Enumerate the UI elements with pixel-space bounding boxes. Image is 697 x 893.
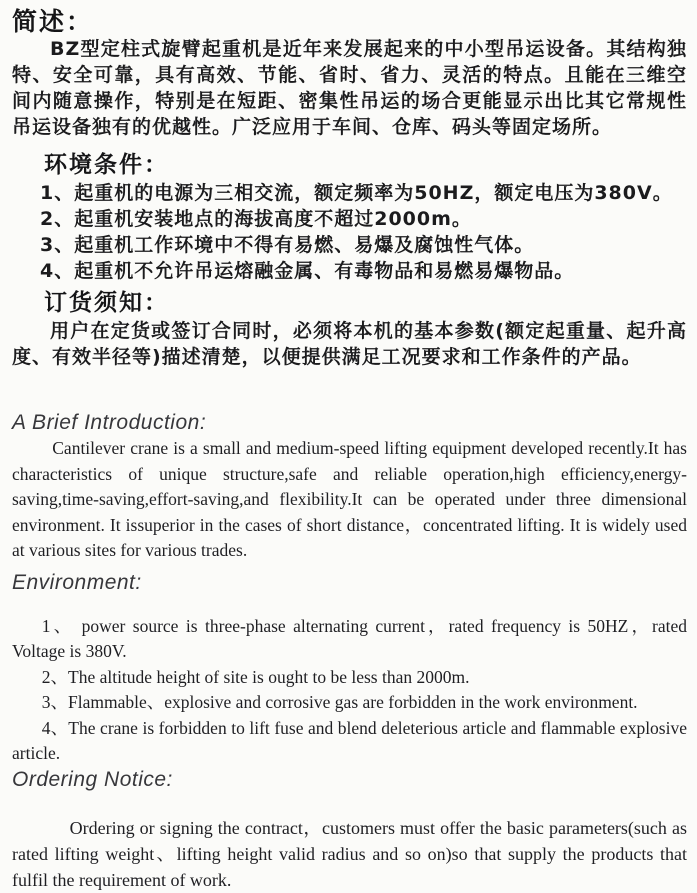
list-item: 4、The crane is forbidden to lift fuse and blend deleterious article and flammable explosive article. [12, 717, 687, 763]
section-heading-brief-zh: 简述： [12, 7, 94, 36]
list-item: 1、起重机的电源为三相交流，额定频率为50HZ，额定电压为380V。 [40, 182, 673, 204]
list-item: 4、起重机不允许吊运熔融金属、有毒物品和易燃易爆物品。 [40, 260, 575, 282]
paragraph-brief-zh: BZ型定柱式旋臂起重机是近年来发展起来的中小型吊运设备。其结构独特、安全可靠，具有高效、节能、省时、省力、灵活的特点。且能在三维空间内随意操作，特别是在短距、密集性吊运的场合更能显示出比其它常规性吊运设备独有的优越性。广泛应用于车间、仓库、码头等固定场所。 [12, 38, 687, 138]
section-heading-ordering-zh: 订货须知： [44, 290, 169, 316]
section-heading-ordering-en: Ordering Notice: [12, 767, 173, 791]
paragraph-brief-en: Cantilever crane is a small and medium-speed lifting equipment developed recently.It has characteristics of unique structure,safe and reliable operation,high efficiency,energy-saving,time-saving,effort-saving,and flexibility.It can be operated under three dimensional environment. It issuperior in the cases of short distance，concentrated lifting. It is widely used at various sites for various trades. [12, 438, 687, 560]
section-heading-environment-en: Environment: [12, 570, 142, 594]
section-heading-brief-en: A Brief Introduction: [12, 411, 207, 434]
section-heading-environment-zh: 环境条件： [44, 152, 169, 178]
list-item: 1、 power source is three-phase alternating current，rated frequency is 50HZ，rated Voltage is 380V. [12, 615, 687, 661]
environment-zh-list [12, 180, 687, 284]
paragraph-ordering-en: Ordering or signing the contract，customers must offer the basic parameters(such as rated lifting weight、lifting height valid radius and so on)so that supply the products that fulfil the requirement of work. [12, 817, 687, 890]
list-item: 2、The altitude height of site is ought to be less than 2000m. [41, 666, 470, 687]
paragraph-ordering-zh: 用户在定货或签订合同时，必须将本机的基本参数(额定起重量、起升高度、有效半径等)描述清楚，以便提供满足工况要求和工作条件的产品。 [12, 320, 687, 368]
list-item: 2、起重机安装地点的海拔高度不超过2000m。 [40, 208, 472, 230]
list-item: 3、Flammable、explosive and corrosive gas are forbidden in the work environment. [41, 692, 638, 712]
list-item: 3、起重机工作环境中不得有易燃、易爆及腐蚀性气体。 [40, 234, 535, 256]
environment-en-list [12, 614, 687, 767]
